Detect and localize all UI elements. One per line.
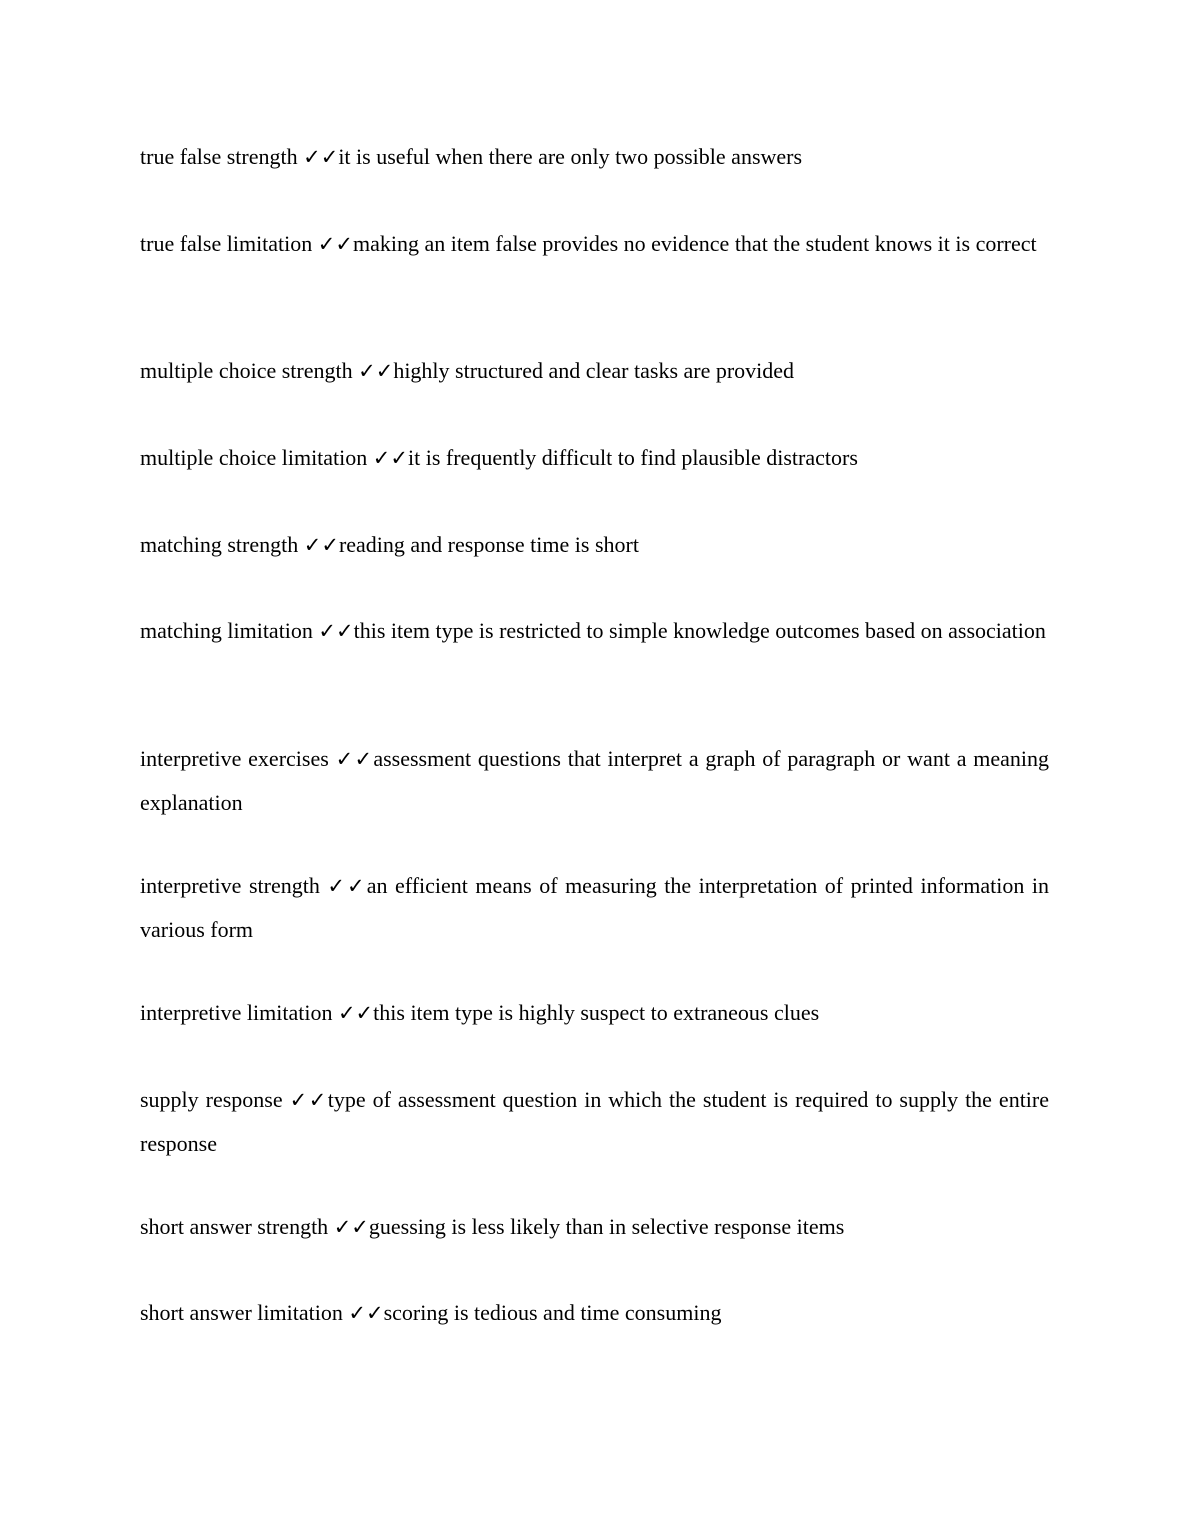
entry-term: true false strength bbox=[140, 144, 298, 169]
entry-definition: it is useful when there are only two possible answers bbox=[338, 144, 803, 169]
entry-term: short answer limitation bbox=[140, 1300, 343, 1325]
entry-definition: making an item false provides no evidence that the student knows it is correct bbox=[353, 231, 1037, 256]
entry-interpretive-strength bbox=[140, 864, 1049, 951]
entry-definition: guessing is less likely than in selective response items bbox=[368, 1214, 845, 1239]
entry-true-false-limitation bbox=[140, 222, 1049, 266]
double-check-icon: ✓✓ bbox=[358, 359, 394, 383]
double-check-icon: ✓✓ bbox=[317, 232, 353, 256]
entry-definition: highly structured and clear tasks are provided bbox=[393, 358, 795, 383]
double-check-icon: ✓✓ bbox=[348, 1301, 384, 1325]
entry-definition: this item type is restricted to simple knowledge outcomes based on association bbox=[353, 618, 1046, 643]
entry-term: multiple choice limitation bbox=[140, 445, 368, 470]
entry-supply-response bbox=[140, 1078, 1049, 1165]
entry-definition: this item type is highly suspect to extraneous clues bbox=[373, 1000, 820, 1025]
entry-interpretive-limitation bbox=[140, 991, 1049, 1035]
entry-term: matching limitation bbox=[140, 618, 313, 643]
entry-term: short answer strength bbox=[140, 1214, 329, 1239]
entry-term: supply response bbox=[140, 1087, 283, 1112]
entry-term: interpretive exercises bbox=[140, 746, 329, 771]
double-check-icon: ✓✓ bbox=[335, 747, 374, 771]
double-check-icon: ✓✓ bbox=[289, 1088, 328, 1112]
double-check-icon: ✓✓ bbox=[303, 145, 339, 169]
entry-multiple-choice-strength bbox=[140, 349, 1049, 393]
entry-true-false-strength bbox=[140, 135, 1049, 179]
entry-definition: it is frequently difficult to find plausible distractors bbox=[408, 445, 858, 470]
entry-short-answer-strength bbox=[140, 1205, 1049, 1249]
entry-definition: reading and response time is short bbox=[338, 532, 639, 557]
entry-interpretive-exercises bbox=[140, 737, 1049, 824]
double-check-icon: ✓✓ bbox=[303, 533, 339, 557]
entry-definition: scoring is tedious and time consuming bbox=[383, 1300, 722, 1325]
double-check-icon: ✓✓ bbox=[372, 446, 408, 470]
entry-matching-limitation bbox=[140, 609, 1049, 653]
double-check-icon: ✓✓ bbox=[318, 619, 354, 643]
entry-definition: an efficient means of measuring the interpretation of printed information in various form bbox=[140, 873, 1050, 942]
entry-term: multiple choice strength bbox=[140, 358, 353, 383]
entry-matching-strength bbox=[140, 523, 1049, 567]
entry-short-answer-limitation bbox=[140, 1291, 1049, 1335]
entry-multiple-choice-limitation bbox=[140, 436, 1049, 480]
entry-term: interpretive strength bbox=[140, 873, 320, 898]
double-check-icon: ✓✓ bbox=[333, 1215, 369, 1239]
double-check-icon: ✓✓ bbox=[327, 874, 367, 898]
entry-term: interpretive limitation bbox=[140, 1000, 333, 1025]
entry-term: matching strength bbox=[140, 532, 299, 557]
double-check-icon: ✓✓ bbox=[337, 1001, 374, 1025]
entry-term: true false limitation bbox=[140, 231, 313, 256]
entry-definition: assessment questions that interpret a graph of paragraph or want a meaning explanation bbox=[140, 746, 1049, 815]
entry-definition: type of assessment question in which the student is required to supply the entire response bbox=[140, 1087, 1050, 1156]
